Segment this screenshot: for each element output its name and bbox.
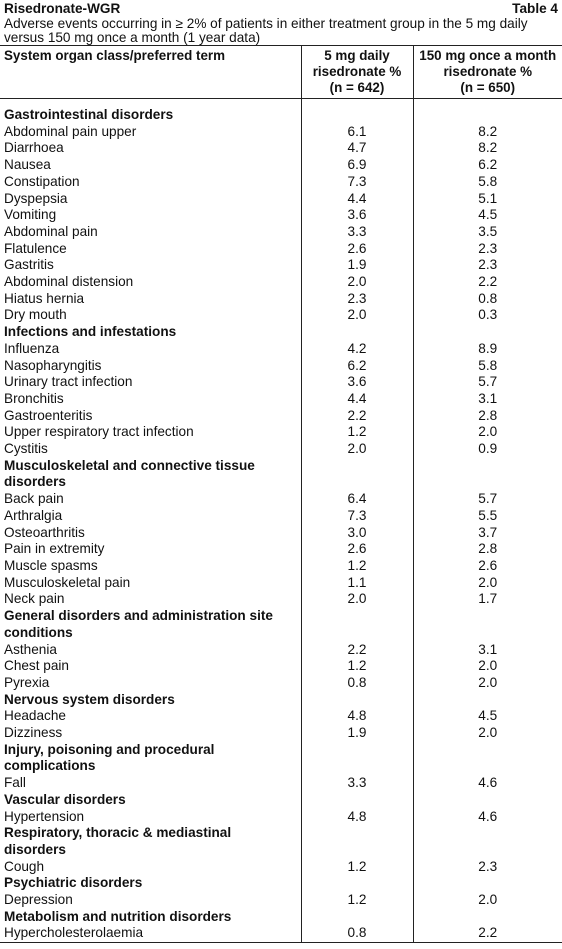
value-5mg-daily: 7.3 xyxy=(301,174,413,191)
value-5mg-daily: 1.2 xyxy=(301,892,413,909)
section-header-row xyxy=(0,625,562,642)
value-5mg-daily: 1.2 xyxy=(301,658,413,675)
value-150mg-monthly: 2.3 xyxy=(413,257,562,274)
table-row xyxy=(0,725,562,742)
preferred-term: Hypercholesterolaemia xyxy=(0,925,301,942)
preferred-term: Dyspepsia xyxy=(4,190,68,206)
value-5mg-daily: 2.0 xyxy=(301,591,413,608)
empty-cell xyxy=(413,625,562,642)
value-5mg-daily: 6.4 xyxy=(301,491,413,508)
value-5mg-daily: 0.8 xyxy=(301,925,413,942)
preferred-term: Chest pain xyxy=(4,658,69,674)
table-row xyxy=(0,274,562,291)
table-label: Table 4 xyxy=(512,1,558,16)
table-row xyxy=(0,441,562,458)
section-title: disorders xyxy=(4,474,66,490)
document-title: Risedronate-WGR xyxy=(4,1,121,16)
table-row xyxy=(0,892,562,909)
empty-cell xyxy=(301,107,413,124)
value-150mg-monthly: 3.1 xyxy=(413,391,562,408)
adverse-events-table xyxy=(0,45,562,943)
section-title: Nervous system disorders xyxy=(4,691,175,707)
preferred-term: Dry mouth xyxy=(4,307,67,323)
preferred-term: Bronchitis xyxy=(4,390,64,406)
value-5mg-daily: 4.8 xyxy=(301,809,413,826)
table-row xyxy=(0,124,562,141)
table-row xyxy=(0,391,562,408)
value-5mg-daily: 2.2 xyxy=(301,408,413,425)
empty-cell xyxy=(413,825,562,842)
value-5mg-daily: 2.0 xyxy=(301,307,413,324)
value-5mg-daily: 2.6 xyxy=(301,241,413,258)
empty-cell xyxy=(301,875,413,892)
value-5mg-daily: 3.6 xyxy=(301,374,413,391)
preferred-term: Cystitis xyxy=(4,441,48,457)
empty-cell xyxy=(413,875,562,892)
preferred-term: Nasopharyngitis xyxy=(4,357,102,373)
header-5mg-line1: 5 mg daily xyxy=(324,48,390,63)
empty-cell xyxy=(413,692,562,709)
preferred-term: Abdominal pain upper xyxy=(4,123,137,139)
header-5mg-daily xyxy=(301,46,413,99)
value-5mg-daily: 6.1 xyxy=(301,124,413,141)
table-row xyxy=(0,358,562,375)
preferred-term: Hypertension xyxy=(4,808,85,824)
preferred-term: Diarrhoea xyxy=(4,140,64,156)
empty-cell xyxy=(301,625,413,642)
section-header-row xyxy=(0,875,562,892)
section-title: Psychiatric disorders xyxy=(4,875,143,891)
table-row xyxy=(0,408,562,425)
value-5mg-daily: 3.0 xyxy=(301,525,413,542)
table-row xyxy=(0,257,562,274)
value-150mg-monthly: 5.8 xyxy=(413,174,562,191)
empty-cell xyxy=(301,825,413,842)
empty-cell xyxy=(413,842,562,859)
table-row xyxy=(0,291,562,308)
value-150mg-monthly: 2.3 xyxy=(413,241,562,258)
value-150mg-monthly: 3.7 xyxy=(413,525,562,542)
preferred-term: Dizziness xyxy=(4,725,63,741)
value-150mg-monthly: 2.2 xyxy=(413,274,562,291)
value-5mg-daily: 2.0 xyxy=(301,274,413,291)
title-row xyxy=(0,0,562,17)
preferred-term: Abdominal distension xyxy=(4,274,134,290)
value-150mg-monthly: 2.3 xyxy=(413,859,562,876)
value-5mg-daily: 2.0 xyxy=(301,441,413,458)
value-150mg-monthly: 4.6 xyxy=(413,775,562,792)
section-header-row xyxy=(0,692,562,709)
empty-cell xyxy=(301,474,413,491)
preferred-term: Neck pain xyxy=(4,591,65,607)
empty-cell xyxy=(301,324,413,341)
value-5mg-daily: 1.9 xyxy=(301,725,413,742)
table-row xyxy=(0,708,562,725)
value-5mg-daily: 2.2 xyxy=(301,642,413,659)
value-150mg-monthly: 2.0 xyxy=(413,658,562,675)
value-5mg-daily: 4.2 xyxy=(301,341,413,358)
preferred-term: Hiatus hernia xyxy=(4,290,85,306)
table-row xyxy=(0,575,562,592)
table-row xyxy=(0,925,562,942)
preferred-term: Depression xyxy=(4,892,73,908)
empty-cell xyxy=(413,107,562,124)
table-caption: Adverse events occurring in ≥ 2% of patients in either treatment group in the 5 mg daily versus 150 mg once a month (1 year data) xyxy=(4,16,528,45)
table-row xyxy=(0,224,562,241)
table-row xyxy=(0,424,562,441)
header-term: System organ class/preferred term xyxy=(4,48,226,63)
section-title: disorders xyxy=(4,841,66,857)
value-150mg-monthly: 0.8 xyxy=(413,291,562,308)
value-150mg-monthly: 2.0 xyxy=(413,675,562,692)
value-150mg-monthly: 4.5 xyxy=(413,708,562,725)
empty-cell xyxy=(413,758,562,775)
table-row xyxy=(0,140,562,157)
value-150mg-monthly: 6.2 xyxy=(413,157,562,174)
preferred-term: Muscle spasms xyxy=(4,557,98,573)
section-title: Musculoskeletal and connective tissue xyxy=(4,457,255,473)
table-row xyxy=(0,525,562,542)
value-5mg-daily: 4.4 xyxy=(301,191,413,208)
empty-cell xyxy=(413,909,562,926)
value-5mg-daily: 3.3 xyxy=(301,224,413,241)
header-5mg-line3: (n = 642) xyxy=(329,80,385,95)
preferred-term: Gastritis xyxy=(4,257,54,273)
value-150mg-monthly: 2.8 xyxy=(413,541,562,558)
value-150mg-monthly: 3.5 xyxy=(413,224,562,241)
empty-cell xyxy=(413,608,562,625)
preferred-term: Upper respiratory tract infection xyxy=(4,424,194,440)
value-150mg-monthly: 5.7 xyxy=(413,491,562,508)
preferred-term: Pyrexia xyxy=(4,674,50,690)
value-150mg-monthly: 5.5 xyxy=(413,508,562,525)
table-row xyxy=(0,541,562,558)
preferred-term: Arthralgia xyxy=(4,507,63,523)
section-header-row xyxy=(0,324,562,341)
preferred-term: Asthenia xyxy=(4,641,57,657)
section-header-row xyxy=(0,792,562,809)
value-150mg-monthly: 5.8 xyxy=(413,358,562,375)
preferred-term: Flatulence xyxy=(4,240,67,256)
section-header-row xyxy=(0,474,562,491)
value-150mg-monthly: 0.3 xyxy=(413,307,562,324)
preferred-term: Cough xyxy=(4,858,45,874)
table-row xyxy=(0,341,562,358)
table-row xyxy=(0,675,562,692)
table-row xyxy=(0,658,562,675)
value-5mg-daily: 3.6 xyxy=(301,207,413,224)
section-title: Metabolism and nutrition disorders xyxy=(4,908,232,924)
header-150mg-line2: risedronate % xyxy=(443,64,533,79)
preferred-term: Osteoarthritis xyxy=(4,524,85,540)
value-5mg-daily: 2.3 xyxy=(301,291,413,308)
table-row xyxy=(0,157,562,174)
value-150mg-monthly: 8.9 xyxy=(413,341,562,358)
section-header-row xyxy=(0,608,562,625)
value-150mg-monthly: 5.7 xyxy=(413,374,562,391)
section-title: Infections and infestations xyxy=(4,324,177,340)
empty-cell xyxy=(413,474,562,491)
empty-cell xyxy=(413,742,562,759)
empty-cell xyxy=(301,909,413,926)
table-body xyxy=(0,99,562,943)
spacer-row xyxy=(0,99,562,108)
spacer-cell xyxy=(413,99,562,108)
table-row xyxy=(0,859,562,876)
section-header-row xyxy=(0,742,562,759)
table-row xyxy=(0,809,562,826)
value-150mg-monthly: 2.6 xyxy=(413,558,562,575)
section-title: conditions xyxy=(4,624,73,640)
value-150mg-monthly: 2.0 xyxy=(413,575,562,592)
table-row xyxy=(0,558,562,575)
value-5mg-daily: 1.2 xyxy=(301,424,413,441)
table-row xyxy=(0,642,562,659)
value-150mg-monthly: 2.0 xyxy=(413,424,562,441)
preferred-term: Abdominal pain xyxy=(4,223,98,239)
header-150mg-monthly xyxy=(413,46,562,99)
value-5mg-daily: 7.3 xyxy=(301,508,413,525)
table-row xyxy=(0,508,562,525)
value-5mg-daily: 4.4 xyxy=(301,391,413,408)
table-header xyxy=(0,46,562,99)
value-150mg-monthly: 4.6 xyxy=(413,809,562,826)
empty-cell xyxy=(301,842,413,859)
value-150mg-monthly: 2.2 xyxy=(413,925,562,942)
preferred-term: Gastroenteritis xyxy=(4,407,93,423)
value-150mg-monthly: 4.5 xyxy=(413,207,562,224)
preferred-term: Influenza xyxy=(4,340,60,356)
section-header-row xyxy=(0,842,562,859)
value-150mg-monthly: 3.1 xyxy=(413,642,562,659)
table-row xyxy=(0,374,562,391)
section-title: Vascular disorders xyxy=(4,791,126,807)
preferred-term: Constipation xyxy=(4,173,80,189)
preferred-term: Headache xyxy=(4,708,66,724)
value-5mg-daily: 2.6 xyxy=(301,541,413,558)
section-header-row xyxy=(0,758,562,775)
table-row xyxy=(0,307,562,324)
table-row xyxy=(0,207,562,224)
preferred-term: Musculoskeletal pain xyxy=(4,574,131,590)
value-150mg-monthly: 0.9 xyxy=(413,441,562,458)
value-5mg-daily: 6.2 xyxy=(301,358,413,375)
value-5mg-daily: 4.7 xyxy=(301,140,413,157)
preferred-term: Nausea xyxy=(4,157,51,173)
preferred-term: Urinary tract infection xyxy=(4,374,133,390)
preferred-term: Vomiting xyxy=(4,207,57,223)
section-title: complications xyxy=(4,758,96,774)
table-row xyxy=(0,775,562,792)
value-150mg-monthly: 8.2 xyxy=(413,140,562,157)
empty-cell xyxy=(301,458,413,475)
table-row xyxy=(0,241,562,258)
preferred-term: Pain in extremity xyxy=(4,541,105,557)
header-5mg-line2: risedronate % xyxy=(312,64,402,79)
value-150mg-monthly: 8.2 xyxy=(413,124,562,141)
table-row xyxy=(0,491,562,508)
value-150mg-monthly: 2.0 xyxy=(413,725,562,742)
table-row xyxy=(0,591,562,608)
value-5mg-daily: 1.2 xyxy=(301,859,413,876)
value-150mg-monthly: 2.0 xyxy=(413,892,562,909)
value-150mg-monthly: 2.8 xyxy=(413,408,562,425)
header-150mg-line1: 150 mg once a month xyxy=(419,48,557,63)
section-title: General disorders and administration site xyxy=(4,608,273,624)
empty-cell xyxy=(301,608,413,625)
value-5mg-daily: 0.8 xyxy=(301,675,413,692)
value-150mg-monthly: 1.7 xyxy=(413,591,562,608)
section-header-row xyxy=(0,107,562,124)
value-5mg-daily: 4.8 xyxy=(301,708,413,725)
value-5mg-daily: 6.9 xyxy=(301,157,413,174)
section-title: Injury, poisoning and procedural xyxy=(4,741,215,757)
table-row xyxy=(0,191,562,208)
section-header-row xyxy=(0,458,562,475)
preferred-term: Fall xyxy=(4,775,26,791)
spacer-cell xyxy=(301,99,413,108)
value-5mg-daily: 1.9 xyxy=(301,257,413,274)
empty-cell xyxy=(301,758,413,775)
section-header-row xyxy=(0,909,562,926)
section-header-row xyxy=(0,825,562,842)
empty-cell xyxy=(301,692,413,709)
section-title: Gastrointestinal disorders xyxy=(4,107,174,122)
empty-cell xyxy=(413,792,562,809)
empty-cell xyxy=(301,792,413,809)
value-5mg-daily: 1.1 xyxy=(301,575,413,592)
table-row xyxy=(0,174,562,191)
value-150mg-monthly: 5.1 xyxy=(413,191,562,208)
preferred-term: Back pain xyxy=(4,491,64,507)
header-150mg-line3: (n = 650) xyxy=(460,80,516,95)
section-title: Respiratory, thoracic & mediastinal xyxy=(4,825,232,841)
empty-cell xyxy=(301,742,413,759)
empty-cell xyxy=(413,324,562,341)
empty-cell xyxy=(413,458,562,475)
value-5mg-daily: 3.3 xyxy=(301,775,413,792)
value-5mg-daily: 1.2 xyxy=(301,558,413,575)
spacer-cell xyxy=(0,99,301,108)
